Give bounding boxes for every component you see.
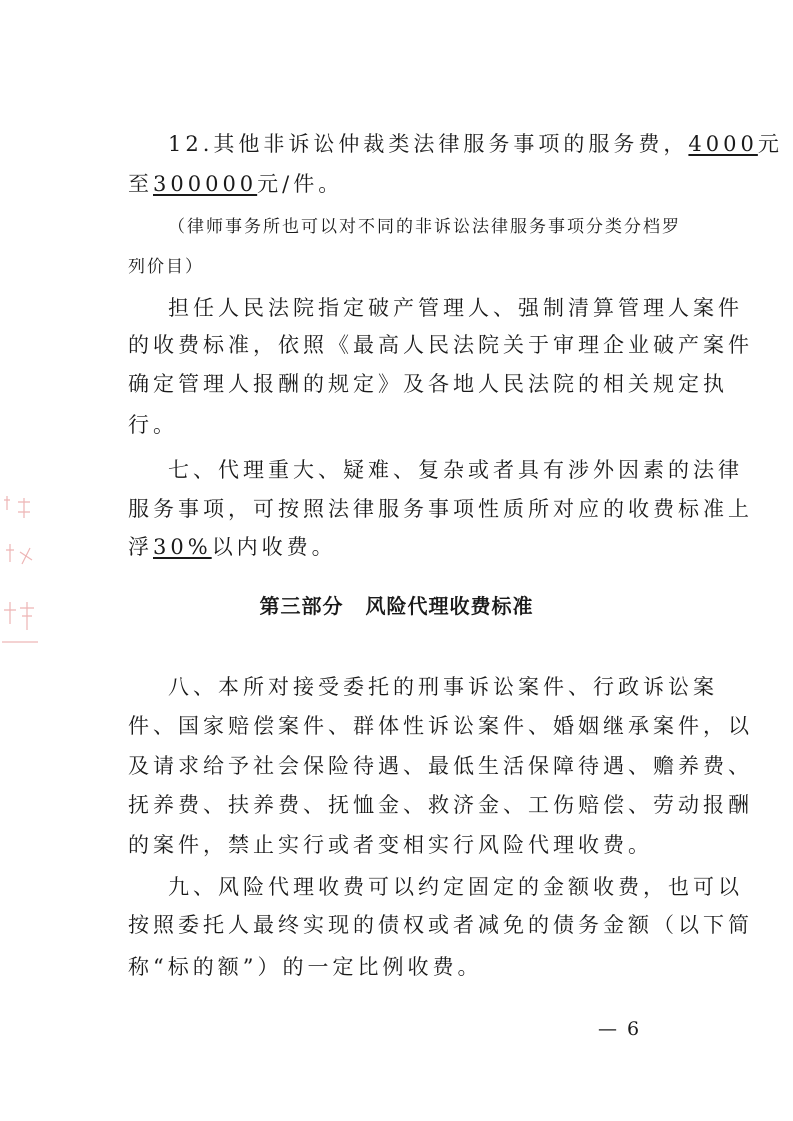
item-9-line-2: 按照委托人最终实现的债权或者减免的债务金额（以下简 (128, 913, 753, 937)
item-7-line-2: 服务事项，可按照法律服务事项性质所对应的收费标准上 (128, 497, 753, 521)
item-8-line-3: 及请求给予社会保险待遇、最低生活保障待遇、赡养费、 (128, 754, 753, 778)
item-7-float: 浮 (128, 535, 153, 559)
bankruptcy-line-3: 确定管理人报酬的规定》及各地人民法院的相关规定执 (128, 372, 728, 396)
item-7-within: 以内收费。 (211, 535, 337, 559)
section-heading (0, 590, 793, 619)
item-12-unit: 元 (757, 132, 783, 156)
note-line-2: 列价目） (128, 257, 204, 277)
item-12-to: 至 (128, 172, 153, 196)
item-7-line-1: 七、代理重大、疑难、复杂或者具有涉外因素的法律 (168, 458, 743, 482)
section-heading-title: 风险代理收费标准 (365, 594, 534, 618)
item-7-line-3 (128, 533, 688, 561)
item-12-text: 12.其他非诉讼仲裁类法律服务事项的服务费， (168, 132, 689, 156)
item-12-line-1 (168, 130, 783, 158)
bankruptcy-line-1: 担任人民法院指定破产管理人、强制清算管理人案件 (168, 296, 743, 320)
red-stamp-fragment (0, 490, 40, 660)
item-12-per-case: 元/件。 (257, 172, 344, 196)
item-8-line-2: 件、国家赔偿案件、群体性诉讼案件、婚姻继承案件，以 (128, 714, 753, 738)
item-9-line-1: 九、风险代理收费可以约定固定的金额收费，也可以 (168, 875, 743, 899)
item-8-line-4: 抚养费、扶养费、抚恤金、救济金、工伤赔偿、劳动报酬 (128, 793, 753, 817)
item-9-line-3: 称“标的额”）的一定比例收费。 (128, 955, 483, 979)
item-12-line-2 (128, 170, 688, 198)
bankruptcy-line-4: 行。 (128, 413, 178, 437)
item-8-line-1: 八、本所对接受委托的刑事诉讼案件、行政诉讼案 (168, 675, 718, 699)
item-12-max-fee: 300000 (153, 172, 258, 196)
section-heading-part: 第三部分 (259, 594, 344, 618)
bankruptcy-line-2: 的收费标准，依照《最高人民法院关于审理企业破产案件 (128, 333, 753, 357)
page-number: — 6 (598, 1018, 642, 1040)
item-8-line-5: 的案件，禁止实行或者变相实行风险代理收费。 (128, 833, 653, 857)
note-line-1: （律师事务所也可以对不同的非诉讼法律服务事项分类分档罗 (168, 217, 681, 237)
item-7-percentage: 30% (153, 535, 212, 559)
item-12-min-fee: 4000 (688, 132, 758, 156)
